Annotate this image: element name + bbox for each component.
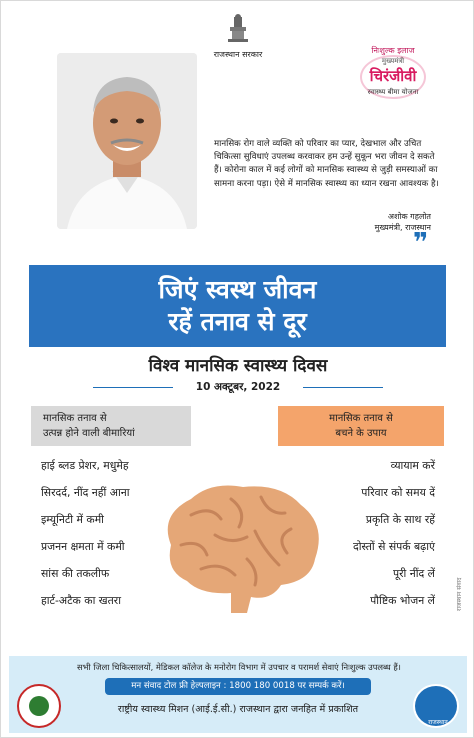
list-item: दोस्तों से संपर्क बढ़ाएं: [352, 540, 435, 553]
event-date: 10 अक्टूबर, 2022: [195, 381, 281, 393]
state-emblem-icon: [225, 13, 251, 47]
gov-name: राजस्थान सरकार: [213, 50, 263, 59]
date-divider-right: [303, 387, 383, 388]
footer: [9, 656, 467, 733]
list-item: हार्ट-अटैक का खतरा: [41, 594, 121, 607]
signature-block: [291, 211, 431, 233]
scheme-ring: [360, 55, 426, 99]
brain-illustration: [151, 475, 329, 615]
side-note: राजस्थान संवाद: [456, 577, 463, 611]
scheme-top-text: निःशुल्क इलाज: [371, 46, 415, 55]
list-item: इम्यूनिटी में कमी: [41, 513, 104, 526]
list-item: पूरी नींद लें: [392, 567, 435, 580]
diseases-heading-line-1: मानसिक तनाव से: [43, 413, 107, 424]
list-item: प्रजनन क्षमता में कमी: [41, 540, 125, 553]
list-item: प्रकृति के साथ रहें: [365, 513, 435, 526]
scheme-bottom-text: स्वास्थ्य बीमा योजना: [367, 88, 419, 96]
slogan-line-2: रहें तनाव से दूर: [168, 307, 307, 336]
scheme-mid-text: मुख्यमंत्री: [381, 57, 405, 65]
diseases-heading-line-2: उत्पन्न होने वाली बीमारियां: [43, 428, 135, 439]
footer-publisher-text: राष्ट्रीय स्वास्थ्य मिशन (आई.ई.सी.) राजस्थान द्वारा जनहित में प्रकाशित: [117, 704, 359, 715]
remedies-heading: [278, 406, 444, 446]
signatory-name: अशोक गहलोत: [387, 212, 431, 221]
cm-message: मानसिक रोग वाले व्यक्ति को परिवार का प्यार, देखभाल और उचित चिकित्सा सुविधाएं उपलब्ध करवाकर हम उन्हें सुकून भरा जीवन दे सकते हैं। कोरोना काल में कई लोगों को मानसिक स्वास्थ्य से जुड़ी समस्याओं का सामना करना पड़ा। ऐसे में मानसिक स्वास्थ्य का ध्यान रखना आवश्यक है।: [214, 139, 439, 189]
quote-mark-icon: ❞: [413, 228, 429, 258]
remedies-heading-line-1: मानसिक तनाव से: [329, 413, 393, 424]
list-item: व्यायाम करें: [390, 459, 435, 472]
event-title: विश्व मानसिक स्वास्थ्य दिवस: [148, 356, 328, 376]
list-item: परिवार को समय दें: [361, 486, 435, 499]
footer-services-text: सभी जिला चिकित्सालयों, मेडिकल कॉलेज के मनोरोग विभाग में उपचार व परामर्श सेवाएं निःशुल्क उपलब्ध हैं।: [77, 662, 401, 672]
list-item: सिरदर्द, नींद नहीं आना: [41, 486, 130, 499]
slogan-banner: [29, 265, 446, 347]
raj-logo-text: राजस्थान: [428, 719, 448, 726]
helpline-pill: मन संवाद टोल फ्री हेल्पलाइन : 1800 180 0018 पर सम्पर्क करें।: [105, 678, 371, 695]
national-health-mission-logo-icon: [17, 684, 61, 728]
diseases-heading: [31, 406, 191, 446]
signatory-designation: मुख्यमंत्री, राजस्थान: [374, 223, 431, 232]
nhm-logo-center: [29, 696, 49, 716]
scheme-name: चिरंजीवी: [369, 67, 417, 85]
slogan-line-1: जिएं स्वस्थ जीवन: [158, 275, 317, 304]
list-item: पौष्टिक भोजन लें: [370, 594, 435, 607]
cm-portrait: [57, 53, 197, 229]
rajasthan-logo-icon: [413, 684, 459, 728]
date-divider-left: [93, 387, 173, 388]
list-item: सांस की तकलीफ: [41, 567, 110, 580]
date-row: [93, 380, 383, 394]
list-item: हाई ब्लड प्रेशर, मधुमेह: [41, 459, 129, 472]
remedies-heading-line-2: बचने के उपाय: [335, 428, 387, 439]
chiranjeevi-scheme-logo: [352, 45, 434, 105]
